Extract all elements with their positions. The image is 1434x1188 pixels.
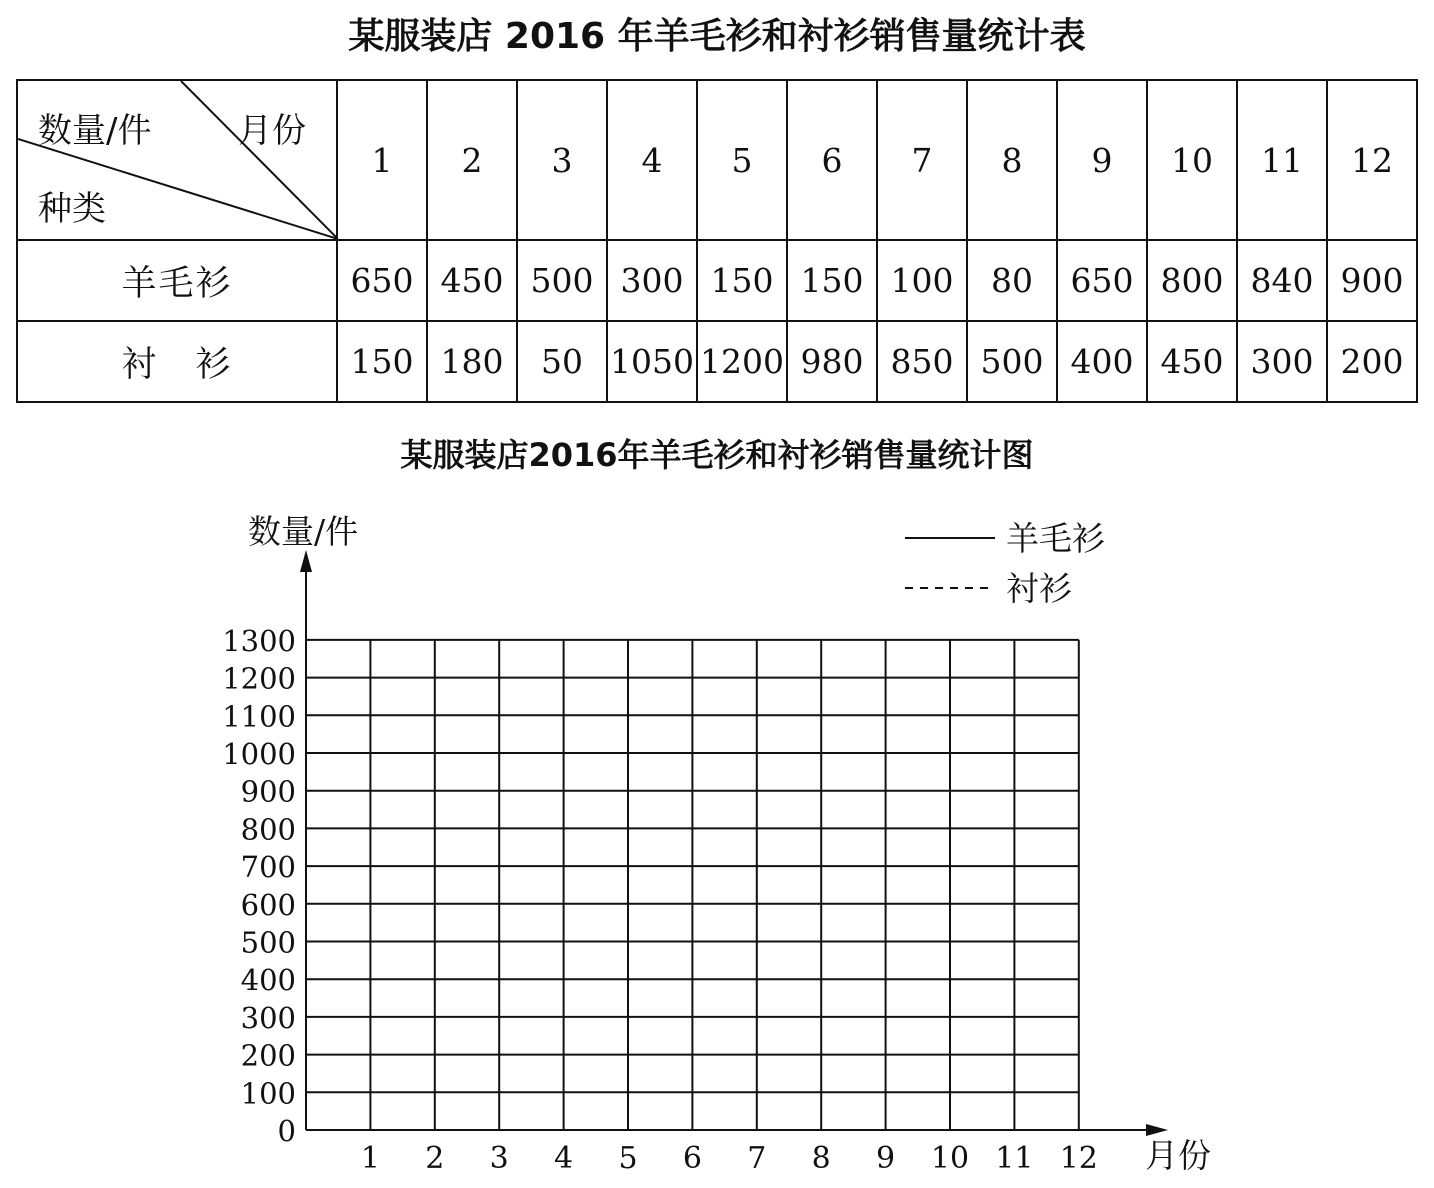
table-cell: 400: [1057, 321, 1147, 402]
table-cell: 1050: [607, 321, 697, 402]
y-tick-label: 300: [240, 1000, 296, 1035]
table-cell: 200: [1327, 321, 1417, 402]
table-cell: 300: [607, 240, 697, 321]
table-cell: 650: [337, 240, 427, 321]
chart-title: 某服装店2016年羊毛衫和衬衫销售量统计图: [400, 436, 1034, 474]
y-tick-label: 600: [240, 887, 296, 922]
table-cell: 80: [967, 240, 1057, 321]
y-axis-arrow: [300, 550, 312, 572]
line-chart-grid: [0, 480, 1434, 1188]
x-tick-label: 5: [618, 1141, 638, 1176]
x-axis-label: 月份: [1145, 1136, 1211, 1175]
month-header-cell: 11: [1237, 80, 1327, 240]
table-cell: 50: [517, 321, 607, 402]
x-tick-label: 6: [682, 1141, 702, 1176]
y-axis-label: 数量/件: [248, 512, 359, 551]
legend-label: 衬衫: [1006, 569, 1072, 608]
y-tick-label: 1300: [222, 623, 296, 658]
table-cell: 100: [877, 240, 967, 321]
month-header-cell: 6: [787, 80, 877, 240]
x-tick-label: 1: [360, 1141, 380, 1176]
legend-label: 羊毛衫: [1006, 519, 1105, 558]
month-header-cell: 7: [877, 80, 967, 240]
x-tick-label: 4: [554, 1141, 574, 1176]
y-tick-label: 400: [240, 963, 296, 998]
y-tick-label: 100: [240, 1076, 296, 1111]
table-cell: 650: [1057, 240, 1147, 321]
table-cell: 150: [337, 321, 427, 402]
table-cell: 500: [517, 240, 607, 321]
sales-table: [16, 79, 1418, 403]
x-tick-label: 2: [425, 1141, 445, 1176]
x-tick-label: 3: [489, 1141, 509, 1176]
corner-quantity-label: 数量/件: [38, 111, 152, 151]
y-tick-label: 1000: [222, 737, 296, 771]
month-header-cell: 5: [697, 80, 787, 240]
table-cell: 840: [1237, 240, 1327, 321]
x-tick-label: 12: [1059, 1141, 1098, 1176]
month-header-cell: 3: [517, 80, 607, 240]
table-cell: 180: [427, 321, 517, 402]
table-cell: 150: [697, 240, 787, 321]
corner-category-label: 种类: [38, 189, 106, 229]
x-tick-label: 11: [995, 1141, 1034, 1176]
y-tick-label: 800: [240, 812, 296, 847]
row-label-shirt: 衬 衫: [17, 321, 337, 402]
month-header-cell: 8: [967, 80, 1057, 240]
table-cell: 450: [1147, 321, 1237, 402]
x-tick-label: 7: [747, 1141, 767, 1176]
y-tick-label: 1200: [222, 661, 296, 696]
y-tick-label: 1100: [222, 699, 296, 734]
x-tick-label: 10: [930, 1141, 970, 1176]
table-corner-cell: [17, 80, 337, 240]
table-cell: 900: [1327, 240, 1417, 321]
month-header-cell: 10: [1147, 80, 1237, 240]
table-row-shirt: [17, 321, 1417, 402]
corner-month-label: 月份: [238, 111, 306, 151]
y-tick-label: 900: [240, 774, 296, 809]
table-row-sweater: [17, 240, 1417, 321]
table-header-row: [17, 80, 1417, 240]
y-tick-label: 200: [240, 1038, 296, 1073]
table-cell: 800: [1147, 240, 1237, 321]
table-cell: 500: [967, 321, 1057, 402]
month-header-cell: 12: [1327, 80, 1417, 240]
x-tick-label: 8: [811, 1141, 831, 1176]
x-axis-arrow: [1146, 1124, 1168, 1136]
table-cell: 300: [1237, 321, 1327, 402]
table-cell: 850: [877, 321, 967, 402]
month-header-cell: 4: [607, 80, 697, 240]
row-label-sweater: 羊毛衫: [17, 240, 337, 321]
table-cell: 150: [787, 240, 877, 321]
y-tick-label: 0: [277, 1114, 296, 1148]
x-tick-label: 9: [876, 1141, 896, 1176]
table-cell: 1200: [697, 321, 787, 402]
table-title: 某服装店 2016 年羊毛衫和衬衫销售量统计表: [348, 16, 1086, 57]
month-header-cell: 9: [1057, 80, 1147, 240]
month-header-cell: 1: [337, 80, 427, 240]
month-header-cell: 2: [427, 80, 517, 240]
table-cell: 450: [427, 240, 517, 321]
y-tick-label: 500: [240, 925, 296, 960]
y-tick-label: 700: [240, 850, 296, 885]
table-cell: 980: [787, 321, 877, 402]
